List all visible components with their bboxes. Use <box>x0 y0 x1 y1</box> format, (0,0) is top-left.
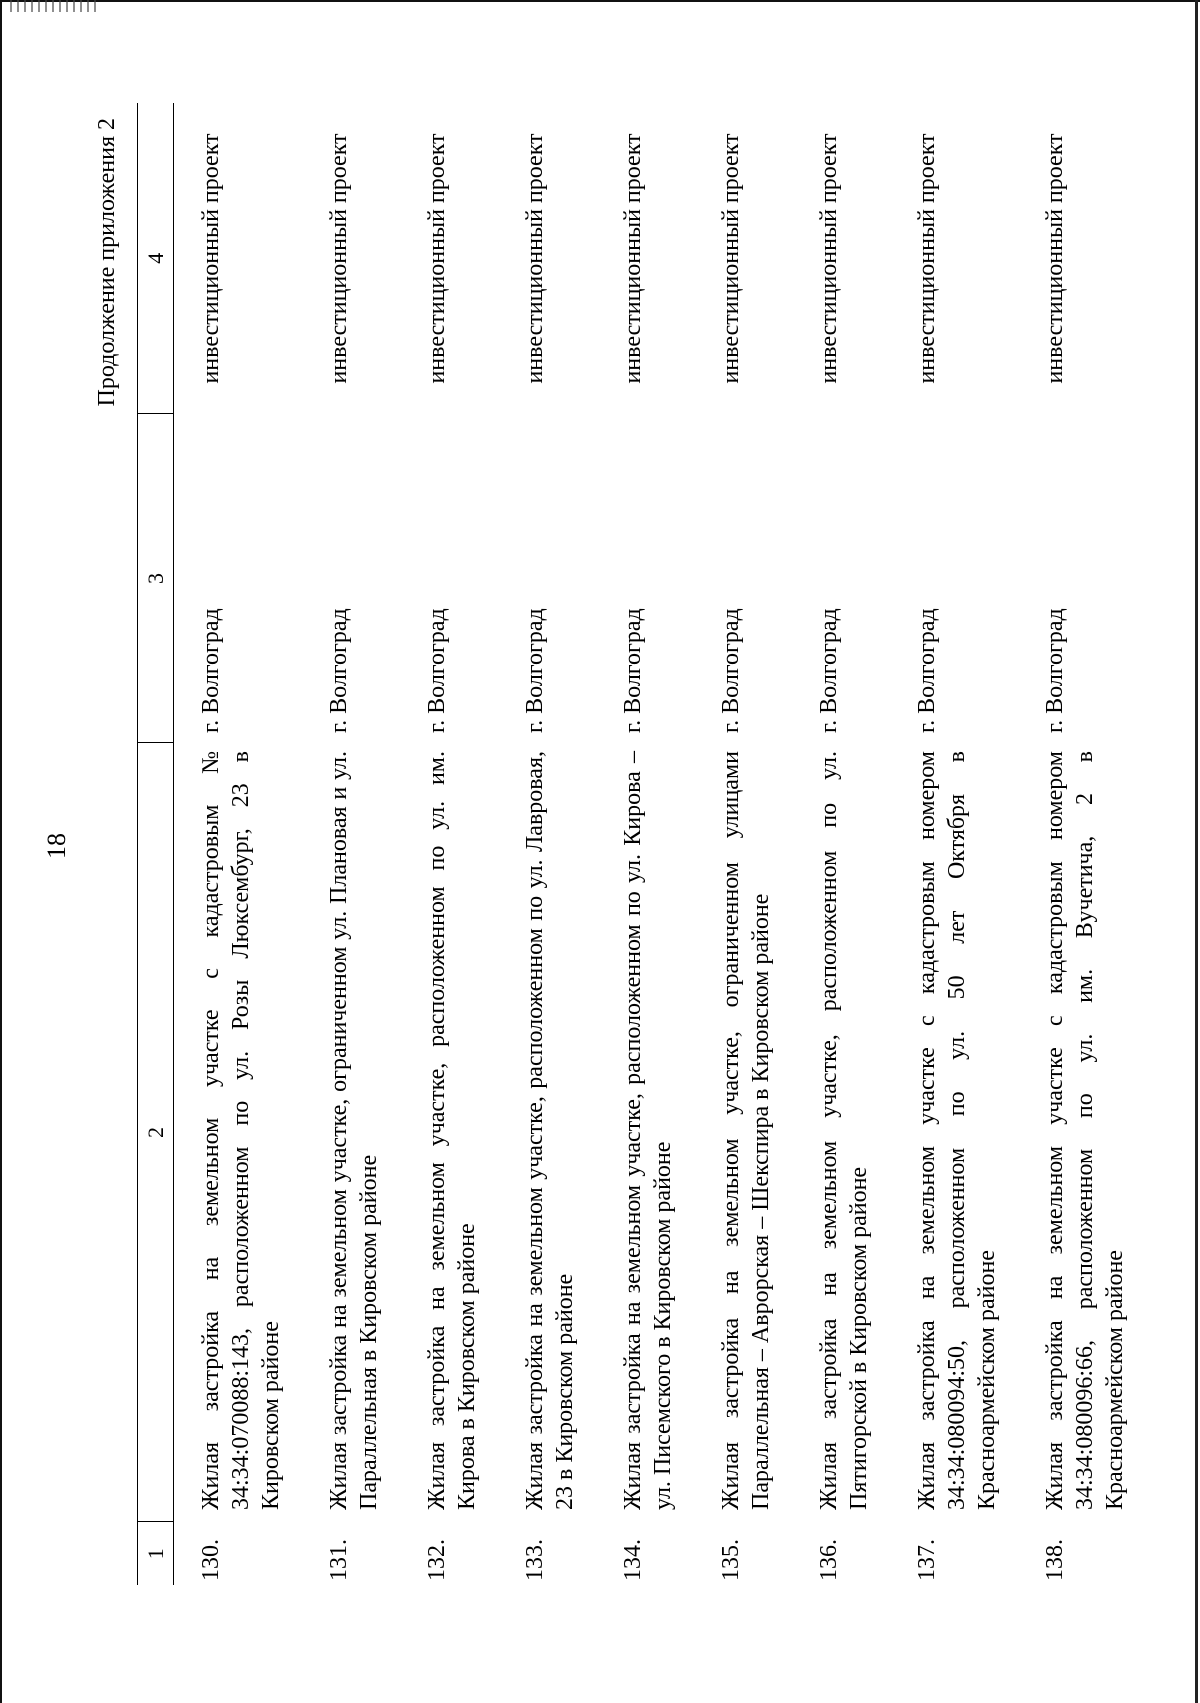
table-header-row <box>138 103 174 1585</box>
row-number: 134. <box>620 1539 646 1581</box>
location: г. Волгоград <box>522 608 548 733</box>
row-number: 137. <box>914 1539 940 1581</box>
row-number: 131. <box>326 1539 352 1581</box>
object-description: Жилая застройка на земельном участке с кадастровым номером 34:34:080096:66, расположенном по ул. им. Вучетича, 2 в Красноармейском районе <box>1042 751 1128 1510</box>
table-row <box>520 103 618 1585</box>
table-row <box>1040 103 1168 1585</box>
location: г. Волгоград <box>198 608 224 733</box>
location: г. Волгоград <box>326 608 352 733</box>
object-description: Жилая застройка на земельном участке с кадастровым номером 34:34:080094:50, расположенном по ул. 50 лет Октября в Красноармейском районе <box>914 751 1000 1510</box>
object-description: Жилая застройка на земельном участке, ограниченном улицами Параллельная – Аврорская – Шекспира в Кировском районе <box>718 751 774 1510</box>
location: г. Волгоград <box>424 608 450 733</box>
row-number: 130. <box>198 1539 224 1581</box>
object-description: Жилая застройка на земельном участке, расположенном по ул. Кирова – ул. Писемского в Кировском районе <box>620 751 676 1510</box>
project-type: инвестиционный проект <box>198 133 224 384</box>
project-type: инвестиционный проект <box>424 133 450 384</box>
table-row <box>324 103 422 1585</box>
project-type: инвестиционный проект <box>326 133 352 384</box>
table-row <box>814 103 912 1585</box>
row-number: 136. <box>816 1539 842 1581</box>
row-number: 138. <box>1042 1539 1068 1581</box>
table-row <box>912 103 1040 1585</box>
project-type: инвестиционный проект <box>914 133 940 384</box>
page-number: 18 <box>42 833 71 859</box>
table-row <box>716 103 814 1585</box>
continuation-label: Продолжение приложения 2 <box>94 118 120 407</box>
row-number: 135. <box>718 1539 744 1581</box>
location: г. Волгоград <box>718 608 744 733</box>
location: г. Волгоград <box>816 608 842 733</box>
column-header-number: 1 <box>138 1522 174 1585</box>
column-header-object: 2 <box>138 743 174 1522</box>
location: г. Волгоград <box>620 608 646 733</box>
table-row <box>618 103 716 1585</box>
row-number: 132. <box>424 1539 450 1581</box>
project-type: инвестиционный проект <box>1042 133 1068 384</box>
register-table <box>137 103 1168 1585</box>
project-type: инвестиционный проект <box>718 133 744 384</box>
object-description: Жилая застройка на земельном участке с кадастровым № 34:34:070088:143, расположенном по ул. Розы Люксембург, 23 в Кировском районе <box>198 751 284 1510</box>
project-type: инвестиционный проект <box>620 133 646 384</box>
object-description: Жилая застройка на земельном участке, расположенном по ул. им. Кирова в Кировском районе <box>424 751 480 1510</box>
object-description: Жилая застройка на земельном участке, ограниченном ул. Плановая и ул. Параллельная в Кировском районе <box>326 751 382 1510</box>
table-row <box>422 103 520 1585</box>
object-description: Жилая застройка на земельном участке, расположенном по ул. Пятигорской в Кировском районе <box>816 751 872 1510</box>
object-description: Жилая застройка на земельном участке, расположенном по ул. Лавровая, 23 в Кировском районе <box>522 751 578 1510</box>
column-header-type: 4 <box>138 103 174 414</box>
location: г. Волгоград <box>914 608 940 733</box>
table-row <box>174 103 325 1585</box>
project-type: инвестиционный проект <box>522 133 548 384</box>
row-number: 133. <box>522 1539 548 1581</box>
project-type: инвестиционный проект <box>816 133 842 384</box>
location: г. Волгоград <box>1042 608 1068 733</box>
column-header-location: 3 <box>138 414 174 743</box>
